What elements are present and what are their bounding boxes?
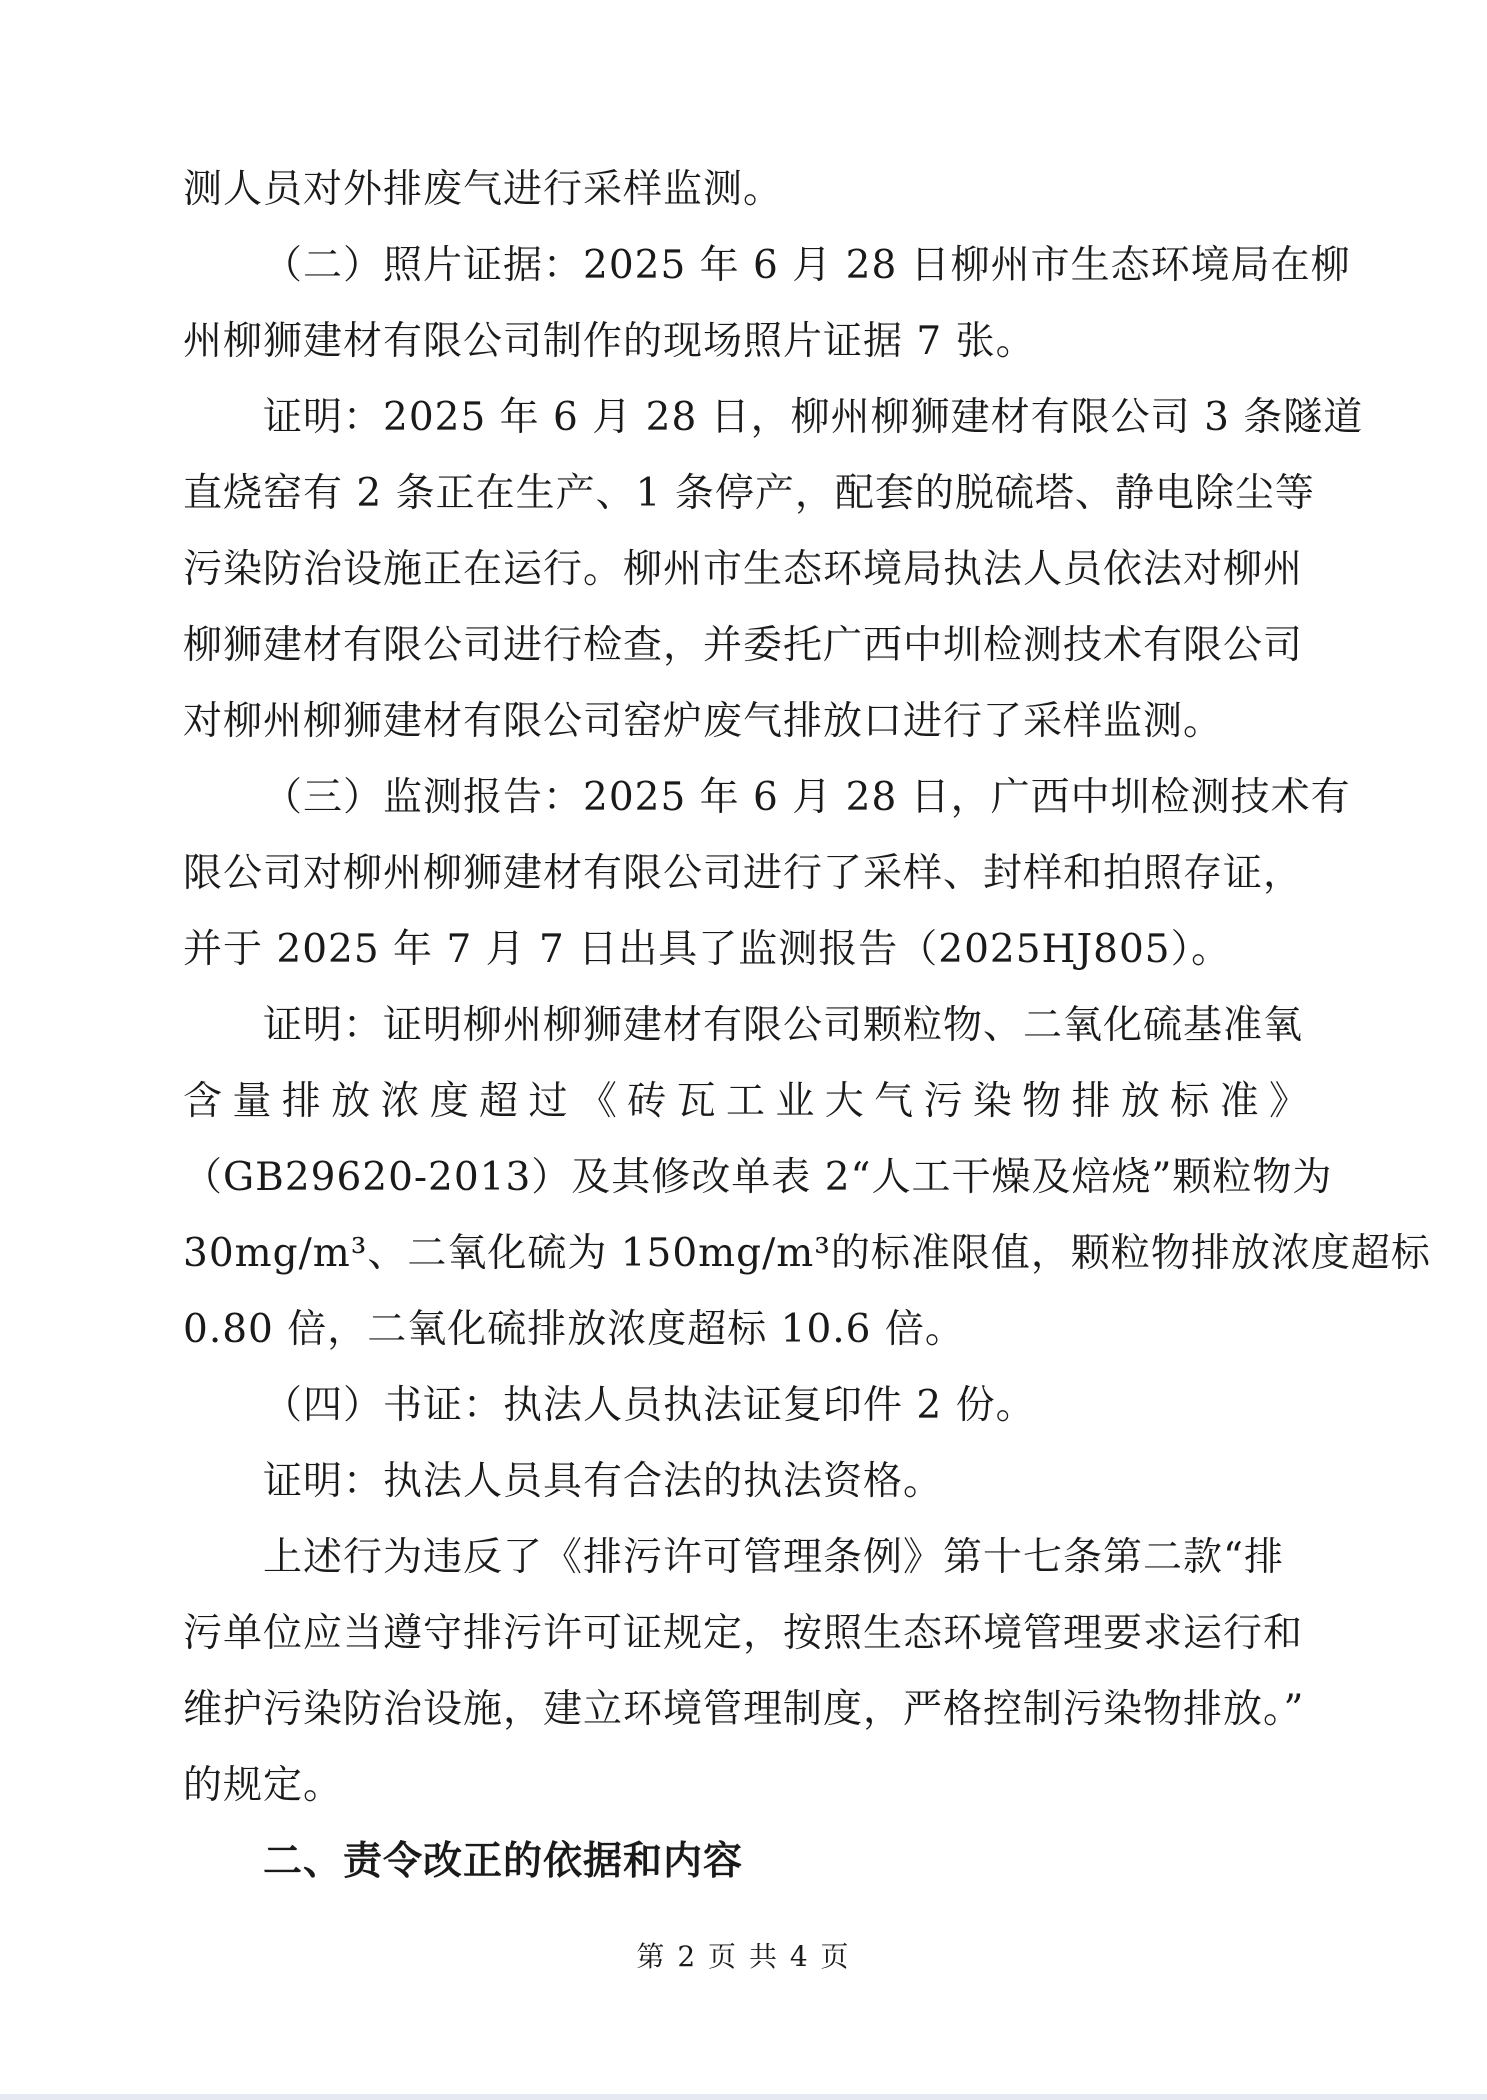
- body-line: 证明：证明柳州柳狮建材有限公司颗粒物、二氧化硫基准氧: [263, 1003, 1304, 1048]
- section-heading: 二、责令改正的依据和内容: [263, 1839, 744, 1884]
- body-line: 0.80 倍，二氧化硫排放浓度超标 10.6 倍。: [183, 1307, 965, 1352]
- body-line: 直烧窑有 2 条正在生产、1 条停产，配套的脱硫塔、静电除尘等: [183, 471, 1315, 516]
- body-line: 州柳狮建材有限公司制作的现场照片证据 7 张。: [183, 319, 1036, 364]
- body-line: 对柳州柳狮建材有限公司窑炉废气排放口进行了采样监测。: [183, 699, 1224, 744]
- body-line: 污单位应当遵守排污许可证规定，按照生态环境管理要求运行和: [183, 1611, 1304, 1656]
- body-line: 上述行为违反了《排污许可管理条例》第十七条第二款“排: [263, 1535, 1284, 1580]
- body-line: （二）照片证据：2025 年 6 月 28 日柳州市生态环境局在柳: [263, 243, 1351, 288]
- body-line: 测人员对外排废气进行采样监测。: [183, 167, 784, 212]
- page-number-footer: 第 2 页 共 4 页: [636, 1940, 851, 1973]
- scan-bottom-edge: [0, 2094, 1487, 2100]
- body-line: 30mg/m³、二氧化硫为 150mg/m³的标准限值，颗粒物排放浓度超标: [183, 1231, 1431, 1276]
- body-line: （三）监测报告：2025 年 6 月 28 日，广西中圳检测技术有: [263, 775, 1351, 820]
- body-line: （四）书证：执法人员执法证复印件 2 份。: [263, 1383, 1036, 1428]
- body-line: 限公司对柳州柳狮建材有限公司进行了采样、封样和拍照存证，: [183, 851, 1304, 896]
- body-line: 证明：执法人员具有合法的执法资格。: [263, 1459, 944, 1504]
- document-body: [183, 152, 1431, 1900]
- body-line: 证明：2025 年 6 月 28 日，柳州柳狮建材有限公司 3 条隧道: [263, 395, 1364, 440]
- body-line: 含量排放浓度超过《砖瓦工业大气污染物排放标准》: [183, 1079, 1309, 1124]
- body-line: （GB29620-2013）及其修改单表 2“人工干燥及焙烧”颗粒物为: [183, 1155, 1333, 1200]
- body-line: 柳狮建材有限公司进行检查，并委托广西中圳检测技术有限公司: [183, 623, 1304, 668]
- body-line: 污染防治设施正在运行。柳州市生态环境局执法人员依法对柳州: [183, 547, 1304, 592]
- body-line: 维护污染防治设施，建立环境管理制度，严格控制污染物排放。”: [183, 1687, 1305, 1732]
- body-line: 的规定。: [183, 1763, 344, 1808]
- body-line: 并于 2025 年 7 月 7 日出具了监测报告（2025HJ805）。: [183, 927, 1232, 972]
